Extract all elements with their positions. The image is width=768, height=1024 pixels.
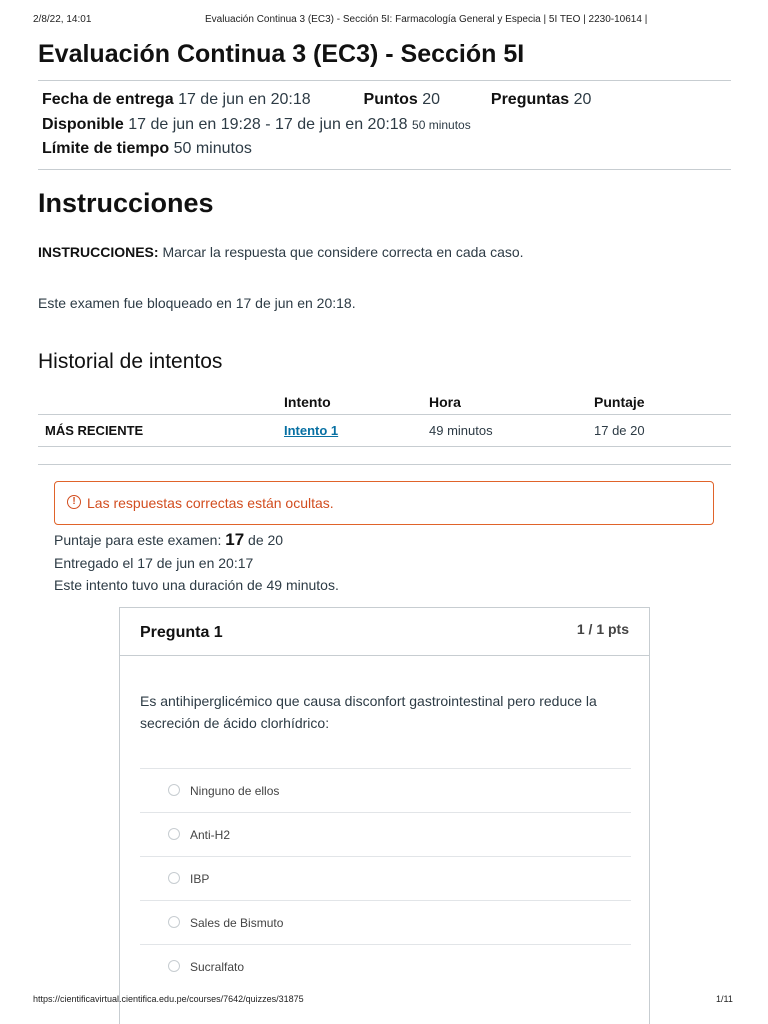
answer-option[interactable] bbox=[140, 768, 631, 812]
print-datetime: 2/8/22, 14:01 bbox=[33, 14, 92, 25]
warning-icon: ! bbox=[67, 495, 81, 509]
answer-label: Ninguno de ellos bbox=[190, 784, 280, 798]
questions-value: 20 bbox=[573, 91, 592, 108]
col-attempt: Intento bbox=[284, 394, 331, 410]
print-doc-title: Evaluación Continua 3 (EC3) - Sección 5I: Farmacología General y Especia | 5I TEO | 2230-10614 | bbox=[205, 14, 648, 25]
quiz-meta-row-1 bbox=[42, 91, 591, 109]
table-row bbox=[38, 415, 731, 447]
alert-text: Las respuestas correctas están ocultas. bbox=[87, 495, 334, 511]
question-name: Pregunta 1 bbox=[140, 624, 223, 641]
attempt-link[interactable]: Intento 1 bbox=[284, 423, 339, 438]
divider bbox=[38, 464, 731, 465]
answer-label: Sales de Bismuto bbox=[190, 916, 284, 930]
hidden-answers-alert bbox=[54, 481, 714, 525]
answer-option[interactable] bbox=[140, 900, 631, 944]
radio-button[interactable] bbox=[168, 828, 180, 840]
col-time: Hora bbox=[429, 394, 461, 410]
answer-label: IBP bbox=[190, 872, 210, 886]
score-summary bbox=[54, 530, 283, 550]
col-score: Puntaje bbox=[594, 394, 645, 410]
radio-button[interactable] bbox=[168, 872, 180, 884]
due-label: Fecha de entrega bbox=[42, 91, 174, 108]
answer-label: Sucralfato bbox=[190, 960, 245, 974]
radio-button[interactable] bbox=[168, 784, 180, 796]
submitted-text: Entregado el 17 de jun en 20:17 bbox=[54, 555, 254, 571]
row-score: 17 de 20 bbox=[594, 423, 645, 438]
quiz-meta-row-2 bbox=[42, 116, 471, 134]
page-title: Evaluación Continua 3 (EC3) - Sección 5I bbox=[38, 40, 525, 68]
time-limit-value: 50 minutos bbox=[173, 140, 252, 157]
due-value: 17 de jun en 20:18 bbox=[178, 91, 311, 108]
attempt-history-table bbox=[38, 388, 731, 447]
history-heading: Historial de intentos bbox=[38, 350, 223, 373]
divider bbox=[38, 169, 731, 170]
available-duration: 50 minutos bbox=[412, 118, 471, 132]
answer-option[interactable] bbox=[140, 856, 631, 900]
instructions-text bbox=[38, 244, 524, 260]
print-page-number: 1/11 bbox=[716, 994, 733, 1004]
available-value: 17 de jun en 19:28 - 17 de jun en 20:18 bbox=[128, 116, 408, 133]
question-points: 1 / 1 pts bbox=[576, 621, 629, 637]
question-text: Es antihiperglicémico que causa disconfort gastrointestinal pero reduce la secreción de ácido clorhídrico: bbox=[140, 693, 597, 731]
print-url: https://cientificavirtual.cientifica.edu.pe/courses/7642/quizzes/31875 bbox=[33, 994, 304, 1004]
instructions-heading: Instrucciones bbox=[38, 188, 214, 218]
answer-option[interactable] bbox=[140, 812, 631, 856]
score-suffix: de 20 bbox=[244, 532, 284, 548]
radio-button[interactable] bbox=[168, 916, 180, 928]
points-value: 20 bbox=[422, 91, 440, 108]
divider bbox=[38, 80, 731, 81]
score-prefix: Puntaje para este examen: bbox=[54, 532, 226, 548]
answer-option[interactable] bbox=[140, 944, 631, 988]
instructions-body: Marcar la respuesta que considere correcta en cada caso. bbox=[158, 244, 524, 260]
table-header bbox=[38, 388, 731, 415]
answer-list bbox=[140, 768, 631, 988]
instructions-label: INSTRUCCIONES: bbox=[38, 244, 159, 260]
score-value: 17 bbox=[225, 530, 245, 549]
row-time: 49 minutos bbox=[429, 423, 493, 438]
available-label: Disponible bbox=[42, 116, 124, 133]
questions-label: Preguntas bbox=[490, 91, 570, 108]
points-label: Puntos bbox=[363, 91, 418, 108]
time-limit-label: Límite de tiempo bbox=[42, 140, 170, 157]
duration-text: Este intento tuvo una duración de 49 minutos. bbox=[54, 577, 339, 593]
quiz-meta-row-3 bbox=[42, 140, 252, 158]
question-header bbox=[120, 608, 649, 656]
locked-notice: Este examen fue bloqueado en 17 de jun en 20:18. bbox=[38, 295, 356, 311]
row-label: MÁS RECIENTE bbox=[45, 423, 144, 438]
answer-label: Anti-H2 bbox=[190, 828, 231, 842]
radio-button[interactable] bbox=[168, 960, 180, 972]
question-card bbox=[119, 607, 650, 1024]
